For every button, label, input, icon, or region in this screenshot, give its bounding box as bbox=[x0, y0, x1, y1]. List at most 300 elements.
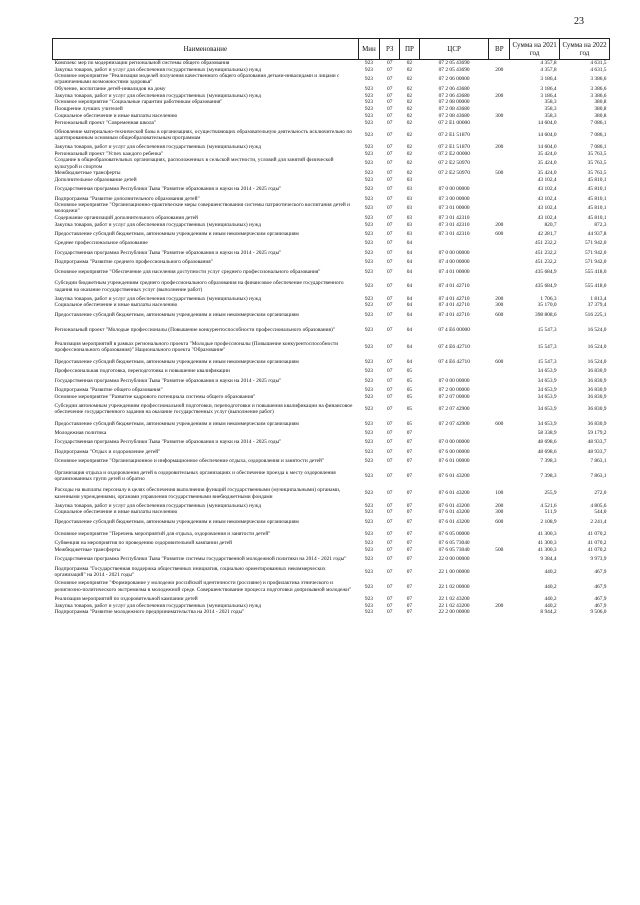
row-pr: 02 bbox=[406, 92, 413, 99]
row-pr: 02 bbox=[406, 85, 413, 92]
row-sum-2021: 43 102,4 bbox=[537, 176, 557, 183]
row-sum-2022: 44 937,8 bbox=[587, 231, 607, 238]
row-sum-2021: 43 102,4 bbox=[537, 205, 557, 212]
row-vr bbox=[489, 177, 510, 184]
row-pr: 02 bbox=[406, 106, 413, 113]
row-vr: 300 bbox=[495, 112, 504, 119]
row-sum-2022: 9 973,9 bbox=[590, 556, 607, 563]
row-csr: 07 2 E2 00000 bbox=[438, 150, 470, 157]
row-pr: 02 bbox=[406, 119, 413, 126]
row-vr bbox=[489, 126, 510, 144]
table-row bbox=[53, 119, 610, 126]
row-sum-2022: 48 933,7 bbox=[587, 448, 607, 455]
row-pr: 04 bbox=[406, 240, 413, 247]
row-min: 923 bbox=[364, 176, 373, 183]
row-vr: 600 bbox=[495, 518, 504, 525]
row-sum-2022: 16 524,0 bbox=[587, 326, 607, 333]
row-sum-2021: 451 232,2 bbox=[535, 249, 557, 256]
row-sum-2022: 3 386,6 bbox=[590, 76, 607, 83]
row-pr: 07 bbox=[406, 547, 413, 554]
row-name: Государственная программа Республики Тыва "Развитие образования и науки на 2014 - 2025 годы" bbox=[54, 377, 282, 384]
row-vr bbox=[489, 278, 510, 296]
row-pr: 03 bbox=[406, 221, 413, 228]
row-sum-2022: 7 086,1 bbox=[590, 119, 607, 126]
row-sum-2021: 35 424,0 bbox=[537, 160, 557, 167]
table-row bbox=[53, 455, 610, 467]
row-sum-2021: 4 357,8 bbox=[540, 66, 557, 73]
header-sum-2021: Сумма на 2021 год bbox=[510, 39, 560, 60]
row-vr: 600 bbox=[495, 311, 504, 318]
row-name: Молодежная политика bbox=[54, 430, 107, 437]
row-pr: 04 bbox=[406, 283, 413, 290]
row-vr: 200 bbox=[495, 66, 504, 73]
row-rz: 07 bbox=[387, 344, 393, 350]
row-rz: 07 bbox=[387, 458, 393, 465]
row-min: 923 bbox=[364, 92, 373, 99]
row-sum-2022: 872,3 bbox=[594, 221, 607, 228]
row-sum-2022: 571 942,0 bbox=[584, 259, 607, 266]
row-vr: 300 bbox=[495, 509, 504, 516]
row-pr: 02 bbox=[406, 144, 413, 151]
row-vr bbox=[489, 266, 510, 278]
row-sum-2021: 35 424,0 bbox=[537, 150, 557, 157]
table-row bbox=[53, 177, 610, 184]
table-row bbox=[53, 509, 610, 516]
row-name: Социальное обеспечение и иные выплаты населению bbox=[54, 112, 178, 119]
table-row bbox=[53, 309, 610, 321]
row-pr: 02 bbox=[406, 112, 413, 119]
row-sum-2022: 36 830,9 bbox=[587, 420, 607, 427]
row-min: 923 bbox=[364, 518, 373, 525]
row-vr bbox=[489, 554, 510, 566]
row-min: 923 bbox=[364, 85, 373, 92]
row-csr: 22 1 02 43200 bbox=[438, 602, 470, 609]
row-csr: 07 2 05 43690 bbox=[438, 66, 470, 73]
row-pr: 07 bbox=[406, 609, 413, 616]
row-sum-2021: 4 357,8 bbox=[540, 60, 557, 67]
row-pr: 02 bbox=[406, 60, 413, 67]
row-csr: 07 2 08 43680 bbox=[438, 106, 470, 113]
row-pr: 07 bbox=[406, 502, 413, 509]
row-name: Социальное обеспечение и иные выплаты населению bbox=[54, 302, 178, 309]
row-csr bbox=[419, 177, 489, 184]
header-csr: ЦСР bbox=[419, 39, 489, 60]
row-vr bbox=[489, 215, 510, 222]
row-rz: 07 bbox=[387, 205, 393, 212]
row-name: Профессиональная подготовка, переподготовка и повышение квалификации bbox=[54, 368, 230, 375]
row-rz: 07 bbox=[387, 268, 393, 275]
row-sum-2022: 3 386,6 bbox=[590, 85, 607, 92]
row-sum-2021: 58 338,9 bbox=[537, 430, 557, 437]
row-rz: 07 bbox=[387, 368, 393, 375]
table-row bbox=[53, 215, 610, 222]
row-sum-2022: 7 863,1 bbox=[590, 472, 607, 479]
row-rz: 07 bbox=[387, 405, 393, 412]
row-csr: 22 1 02 43200 bbox=[438, 595, 470, 602]
table-row bbox=[53, 66, 610, 73]
row-csr bbox=[419, 368, 489, 375]
row-name: Государственная программа Республики Тыва "Развитие образования и науки на 2014 - 2025 годы" bbox=[54, 249, 282, 256]
row-vr bbox=[489, 240, 510, 247]
row-name: Государственная программа Республики Тыва "Развитие образования и науки на 2014 - 2025 годы" bbox=[54, 439, 282, 446]
table-row bbox=[53, 221, 610, 228]
row-sum-2021: 34 653,9 bbox=[537, 420, 557, 427]
row-sum-2022: 571 942,0 bbox=[584, 249, 607, 256]
row-rz: 07 bbox=[387, 99, 393, 106]
row-vr bbox=[489, 259, 510, 266]
row-rz: 07 bbox=[387, 393, 393, 400]
row-vr: 600 bbox=[495, 420, 504, 427]
row-min: 923 bbox=[364, 556, 373, 563]
row-vr: 200 bbox=[495, 144, 504, 151]
row-sum-2021: 8 944,2 bbox=[540, 609, 557, 616]
row-name: Основное мероприятие "Обеспечение для населения доступности услуг среднего профессионального образования" bbox=[54, 268, 321, 275]
row-csr: 07 2 08 43680 bbox=[438, 112, 470, 119]
row-rz: 07 bbox=[387, 556, 393, 563]
row-pr: 07 bbox=[406, 540, 413, 547]
row-pr: 07 bbox=[406, 430, 413, 437]
row-csr: 22 1 02 00000 bbox=[438, 583, 470, 590]
row-vr bbox=[489, 119, 510, 126]
row-vr bbox=[489, 202, 510, 214]
row-csr: 07 6 00 00000 bbox=[438, 448, 470, 455]
table-row bbox=[53, 113, 610, 120]
row-vr bbox=[489, 540, 510, 547]
row-sum-2022: 272,0 bbox=[594, 490, 607, 497]
row-pr: 07 bbox=[406, 448, 413, 455]
header-min: Мин bbox=[358, 39, 380, 60]
row-sum-2022: 380,8 bbox=[594, 99, 607, 106]
table-row bbox=[53, 247, 610, 259]
table-row bbox=[53, 528, 610, 540]
row-min: 923 bbox=[364, 240, 373, 247]
header-pr: ПР bbox=[400, 39, 420, 60]
row-csr bbox=[419, 240, 489, 247]
row-pr: 04 bbox=[406, 311, 413, 318]
row-sum-2021: 34 653,9 bbox=[537, 368, 557, 375]
row-csr: 07 2 07 42900 bbox=[438, 405, 470, 412]
row-name: Предоставление субсидий бюджетным, автономным учреждениям и иным некоммерческим организациям bbox=[54, 311, 299, 318]
row-rz: 07 bbox=[387, 420, 393, 427]
row-rz: 07 bbox=[387, 144, 393, 151]
row-sum-2022: 35 763,5 bbox=[587, 160, 607, 167]
row-sum-2022: 467,9 bbox=[594, 583, 607, 590]
row-vr bbox=[489, 467, 510, 485]
row-sum-2022: 16 524,0 bbox=[587, 358, 607, 365]
row-sum-2021: 15 547,3 bbox=[537, 358, 557, 365]
row-name: Предоставление субсидий бюджетным, автономным учреждениям и иным некоммерческим организациям bbox=[54, 231, 299, 238]
row-pr: 07 bbox=[406, 602, 413, 609]
row-sum-2021: 43 102,4 bbox=[537, 214, 557, 221]
row-rz: 07 bbox=[387, 540, 393, 547]
table-row bbox=[53, 73, 610, 85]
row-rz: 07 bbox=[387, 249, 393, 256]
row-name: Основное мероприятие "Формирование у молодежи российской идентичности (россияне) и профилактика этнического и религиозно-политического экстремизма в молодежной среде. Совершенствование процесса подготовки допризывной молодежи" bbox=[54, 580, 352, 593]
row-vr: 500 bbox=[495, 170, 504, 177]
row-rz: 07 bbox=[387, 583, 393, 590]
row-sum-2022: 467,9 bbox=[594, 602, 607, 609]
table-row bbox=[53, 106, 610, 113]
row-min: 923 bbox=[364, 344, 373, 350]
row-sum-2021: 435 684,9 bbox=[535, 283, 557, 290]
row-sum-2021: 34 653,9 bbox=[537, 386, 557, 393]
row-min: 923 bbox=[364, 249, 373, 256]
row-sum-2021: 435 684,9 bbox=[535, 268, 557, 275]
row-csr: 07 3 01 42310 bbox=[438, 214, 470, 221]
row-name: Основное мероприятие "Реализация моделей получения качественного общего образования детьми-инвалидами и лицами с ограниченными возможностями здоровья" bbox=[54, 73, 340, 86]
row-min: 923 bbox=[364, 186, 373, 193]
row-vr: 500 bbox=[495, 547, 504, 554]
row-rz: 07 bbox=[387, 326, 393, 333]
row-vr: 600 bbox=[495, 231, 504, 238]
table-row bbox=[53, 302, 610, 309]
row-pr: 05 bbox=[406, 377, 413, 384]
table-row bbox=[53, 566, 610, 578]
row-min: 923 bbox=[364, 119, 373, 126]
row-sum-2021: 15 547,3 bbox=[537, 344, 557, 350]
row-vr bbox=[489, 106, 510, 113]
row-rz: 07 bbox=[387, 112, 393, 119]
row-name: Закупка товаров, работ и услуг для обеспечения государственных (муниципальных) нужд bbox=[54, 221, 262, 228]
row-vr bbox=[489, 338, 510, 356]
table-row bbox=[53, 228, 610, 240]
table-row bbox=[53, 183, 610, 195]
row-csr: 07 2 06 00000 bbox=[438, 76, 470, 83]
row-rz: 07 bbox=[387, 386, 393, 393]
table-row bbox=[53, 170, 610, 177]
row-name: Государственная программа Республики Тыва "Развитие системы государственной молодежной политики на 2014 - 2021 годы" bbox=[54, 556, 347, 563]
row-sum-2021: 398 808,6 bbox=[535, 311, 557, 318]
row-vr bbox=[489, 195, 510, 202]
row-sum-2022: 571 942,0 bbox=[584, 240, 607, 247]
row-vr bbox=[489, 375, 510, 387]
row-sum-2022: 45 810,1 bbox=[587, 195, 607, 202]
row-pr: 02 bbox=[406, 99, 413, 106]
row-sum-2021: 34 653,9 bbox=[537, 405, 557, 412]
row-vr bbox=[489, 151, 510, 158]
row-csr: 07 0 00 00000 bbox=[438, 377, 470, 384]
row-name: Подпрограмма "Отдых и оздоровление детей" bbox=[54, 448, 161, 455]
row-sum-2022: 41 070,2 bbox=[587, 530, 607, 537]
row-csr: 07 4 E6 42710 bbox=[438, 344, 470, 350]
table-row bbox=[53, 295, 610, 302]
row-pr: 04 bbox=[406, 259, 413, 266]
row-rz: 07 bbox=[387, 568, 393, 575]
row-sum-2022: 35 763,5 bbox=[587, 170, 607, 177]
row-rz: 07 bbox=[387, 295, 393, 302]
row-csr: 07 4 01 42710 bbox=[438, 283, 470, 290]
row-name: Дополнительное образование детей bbox=[54, 176, 137, 183]
row-sum-2022: 467,9 bbox=[594, 595, 607, 602]
row-sum-2021: 15 547,3 bbox=[537, 326, 557, 333]
row-min: 923 bbox=[364, 160, 373, 167]
row-rz: 07 bbox=[387, 176, 393, 183]
row-sum-2021: 14 604,0 bbox=[537, 119, 557, 126]
row-rz: 07 bbox=[387, 150, 393, 157]
row-sum-2021: 440,2 bbox=[544, 595, 557, 602]
table-row bbox=[53, 338, 610, 356]
table-row bbox=[53, 278, 610, 296]
row-name: Комплекс мер по модернизации региональной системы общего образования bbox=[54, 60, 230, 67]
row-csr: 07 6 01 00000 bbox=[438, 458, 470, 465]
row-name: Подпрограмма "Развитие дополнительного образования детей" bbox=[54, 195, 200, 202]
row-min: 923 bbox=[364, 99, 373, 106]
table-row bbox=[53, 126, 610, 144]
table-row bbox=[53, 418, 610, 430]
row-min: 923 bbox=[364, 358, 373, 365]
row-name: Подпрограмма "Государственная поддержка общественных инициатив, социально ориентированных некоммерческих организаций" на 2014 - 2021 годы" bbox=[54, 565, 326, 578]
table-row bbox=[53, 467, 610, 485]
row-pr: 07 bbox=[406, 556, 413, 563]
row-sum-2022: 544,0 bbox=[594, 509, 607, 516]
row-sum-2022: 36 830,9 bbox=[587, 393, 607, 400]
row-vr: 100 bbox=[495, 490, 504, 497]
row-sum-2022: 59 179,2 bbox=[587, 430, 607, 437]
row-csr: 07 6 01 43200 bbox=[438, 502, 470, 509]
row-min: 923 bbox=[364, 502, 373, 509]
row-csr: 22 1 00 00000 bbox=[438, 568, 470, 575]
table-row bbox=[53, 502, 610, 509]
row-name: Субсидии автономным учреждениям профессиональной подготовки, переподготовки и повышения квалификации на финансовое обеспечение государственного задания на оказание государственных услуг (выполнение работ) bbox=[54, 402, 353, 415]
table-row bbox=[53, 602, 610, 609]
table-row bbox=[53, 375, 610, 387]
row-csr: 07 2 E1 51870 bbox=[438, 144, 470, 151]
row-min: 923 bbox=[364, 259, 373, 266]
row-min: 923 bbox=[364, 131, 373, 138]
row-vr bbox=[489, 183, 510, 195]
row-pr: 02 bbox=[406, 131, 413, 138]
row-vr: 200 bbox=[495, 221, 504, 228]
row-csr: 07 2 E2 50970 bbox=[438, 160, 470, 167]
row-pr: 04 bbox=[406, 358, 413, 365]
row-csr: 07 4 E6 42710 bbox=[438, 358, 470, 365]
row-rz: 07 bbox=[387, 85, 393, 92]
row-csr: 07 2 06 43680 bbox=[438, 85, 470, 92]
table-row bbox=[53, 368, 610, 375]
row-min: 923 bbox=[364, 509, 373, 516]
row-min: 923 bbox=[364, 231, 373, 238]
row-min: 923 bbox=[364, 311, 373, 318]
row-min: 923 bbox=[364, 112, 373, 119]
table-header-row bbox=[53, 39, 610, 60]
row-min: 923 bbox=[364, 76, 373, 83]
row-pr: 03 bbox=[406, 176, 413, 183]
row-pr: 05 bbox=[406, 393, 413, 400]
row-min: 923 bbox=[364, 458, 373, 465]
table-row bbox=[53, 321, 610, 339]
row-sum-2021: 34 653,9 bbox=[537, 393, 557, 400]
table-row bbox=[53, 99, 610, 106]
row-csr: 07 6 05 00000 bbox=[438, 530, 470, 537]
table-row bbox=[53, 157, 610, 169]
row-sum-2021: 440,2 bbox=[544, 568, 557, 575]
table-row bbox=[53, 202, 610, 214]
table-row bbox=[53, 387, 610, 394]
row-sum-2022: 7 863,1 bbox=[590, 458, 607, 465]
row-pr: 07 bbox=[406, 583, 413, 590]
row-vr bbox=[489, 387, 510, 394]
row-vr bbox=[489, 99, 510, 106]
row-sum-2022: 37 379,4 bbox=[587, 302, 607, 309]
row-pr: 07 bbox=[406, 509, 413, 516]
row-sum-2021: 255,9 bbox=[544, 490, 557, 497]
row-pr: 03 bbox=[406, 195, 413, 202]
row-pr: 03 bbox=[406, 186, 413, 193]
row-vr bbox=[489, 86, 510, 93]
header-vr: ВР bbox=[489, 39, 510, 60]
row-sum-2022: 36 830,9 bbox=[587, 386, 607, 393]
row-pr: 05 bbox=[406, 368, 413, 375]
row-rz: 07 bbox=[387, 60, 393, 67]
row-pr: 04 bbox=[406, 268, 413, 275]
row-csr: 22 2 00 00000 bbox=[438, 609, 470, 616]
row-rz: 07 bbox=[387, 231, 393, 238]
row-sum-2021: 41 300,3 bbox=[537, 530, 557, 537]
row-rz: 07 bbox=[387, 119, 393, 126]
row-name: Поощрение лучших учителей bbox=[54, 106, 123, 113]
row-min: 923 bbox=[364, 547, 373, 554]
row-pr: 04 bbox=[406, 249, 413, 256]
row-pr: 07 bbox=[406, 530, 413, 537]
table-row bbox=[53, 595, 610, 602]
row-csr: 07 2 05 43690 bbox=[438, 60, 470, 67]
row-pr: 03 bbox=[406, 205, 413, 212]
row-csr: 07 2 E2 50970 bbox=[438, 170, 470, 177]
row-name: Подпрограмма "Развитие среднего профессионального образования" bbox=[54, 259, 213, 266]
table-row bbox=[53, 609, 610, 616]
row-sum-2021: 9 384,4 bbox=[540, 556, 557, 563]
row-name: Субвенция на мероприятия по проведению оздоровительной кампании детей bbox=[54, 540, 232, 547]
row-vr bbox=[489, 247, 510, 259]
row-vr: 200 bbox=[495, 92, 504, 99]
row-name: Субсидии бюджетным учреждениям среднего профессионального образования на финансовое обеспечение государственного задания на оказание государственных услуг (выполнение работ) bbox=[54, 280, 344, 293]
row-min: 923 bbox=[364, 195, 373, 202]
row-csr: 07 3 00 00000 bbox=[438, 195, 470, 202]
row-min: 923 bbox=[364, 302, 373, 309]
row-vr bbox=[489, 368, 510, 375]
row-min: 923 bbox=[364, 530, 373, 537]
row-sum-2021: 7 398,3 bbox=[540, 458, 557, 465]
page-number: 23 bbox=[574, 16, 584, 27]
row-pr: 03 bbox=[406, 231, 413, 238]
row-csr: 07 4 01 42710 bbox=[438, 295, 470, 302]
row-min: 923 bbox=[364, 268, 373, 275]
table-row bbox=[53, 92, 610, 99]
row-csr: 07 2 07 00000 bbox=[438, 393, 470, 400]
row-min: 923 bbox=[364, 583, 373, 590]
row-rz: 07 bbox=[387, 439, 393, 446]
row-sum-2022: 36 830,9 bbox=[587, 377, 607, 384]
row-rz: 07 bbox=[387, 547, 393, 554]
row-sum-2021: 2 108,9 bbox=[540, 518, 557, 525]
row-sum-2022: 555 418,0 bbox=[584, 283, 607, 290]
row-csr: 07 6 01 43200 bbox=[438, 472, 470, 479]
row-name: Основное мероприятие "Организационно-практические меры совершенствования системы патриотического воспитания детей и молодежи" bbox=[54, 202, 350, 215]
row-pr: 02 bbox=[406, 160, 413, 167]
header-name: Наименование bbox=[53, 39, 359, 60]
row-rz: 07 bbox=[387, 214, 393, 221]
row-name: Основное мероприятие "Социальные гарантии работникам образования" bbox=[54, 99, 223, 106]
row-sum-2021: 358,3 bbox=[544, 99, 557, 106]
row-rz: 07 bbox=[387, 170, 393, 177]
row-csr: 07 3 01 00000 bbox=[438, 205, 470, 212]
row-rz: 07 bbox=[387, 472, 393, 479]
row-csr: 07 2 08 00000 bbox=[438, 99, 470, 106]
row-vr: 200 bbox=[495, 502, 504, 509]
row-pr: 05 bbox=[406, 405, 413, 412]
row-name: Среднее профессиональное образование bbox=[54, 240, 148, 247]
row-csr: 07 4 01 42710 bbox=[438, 311, 470, 318]
